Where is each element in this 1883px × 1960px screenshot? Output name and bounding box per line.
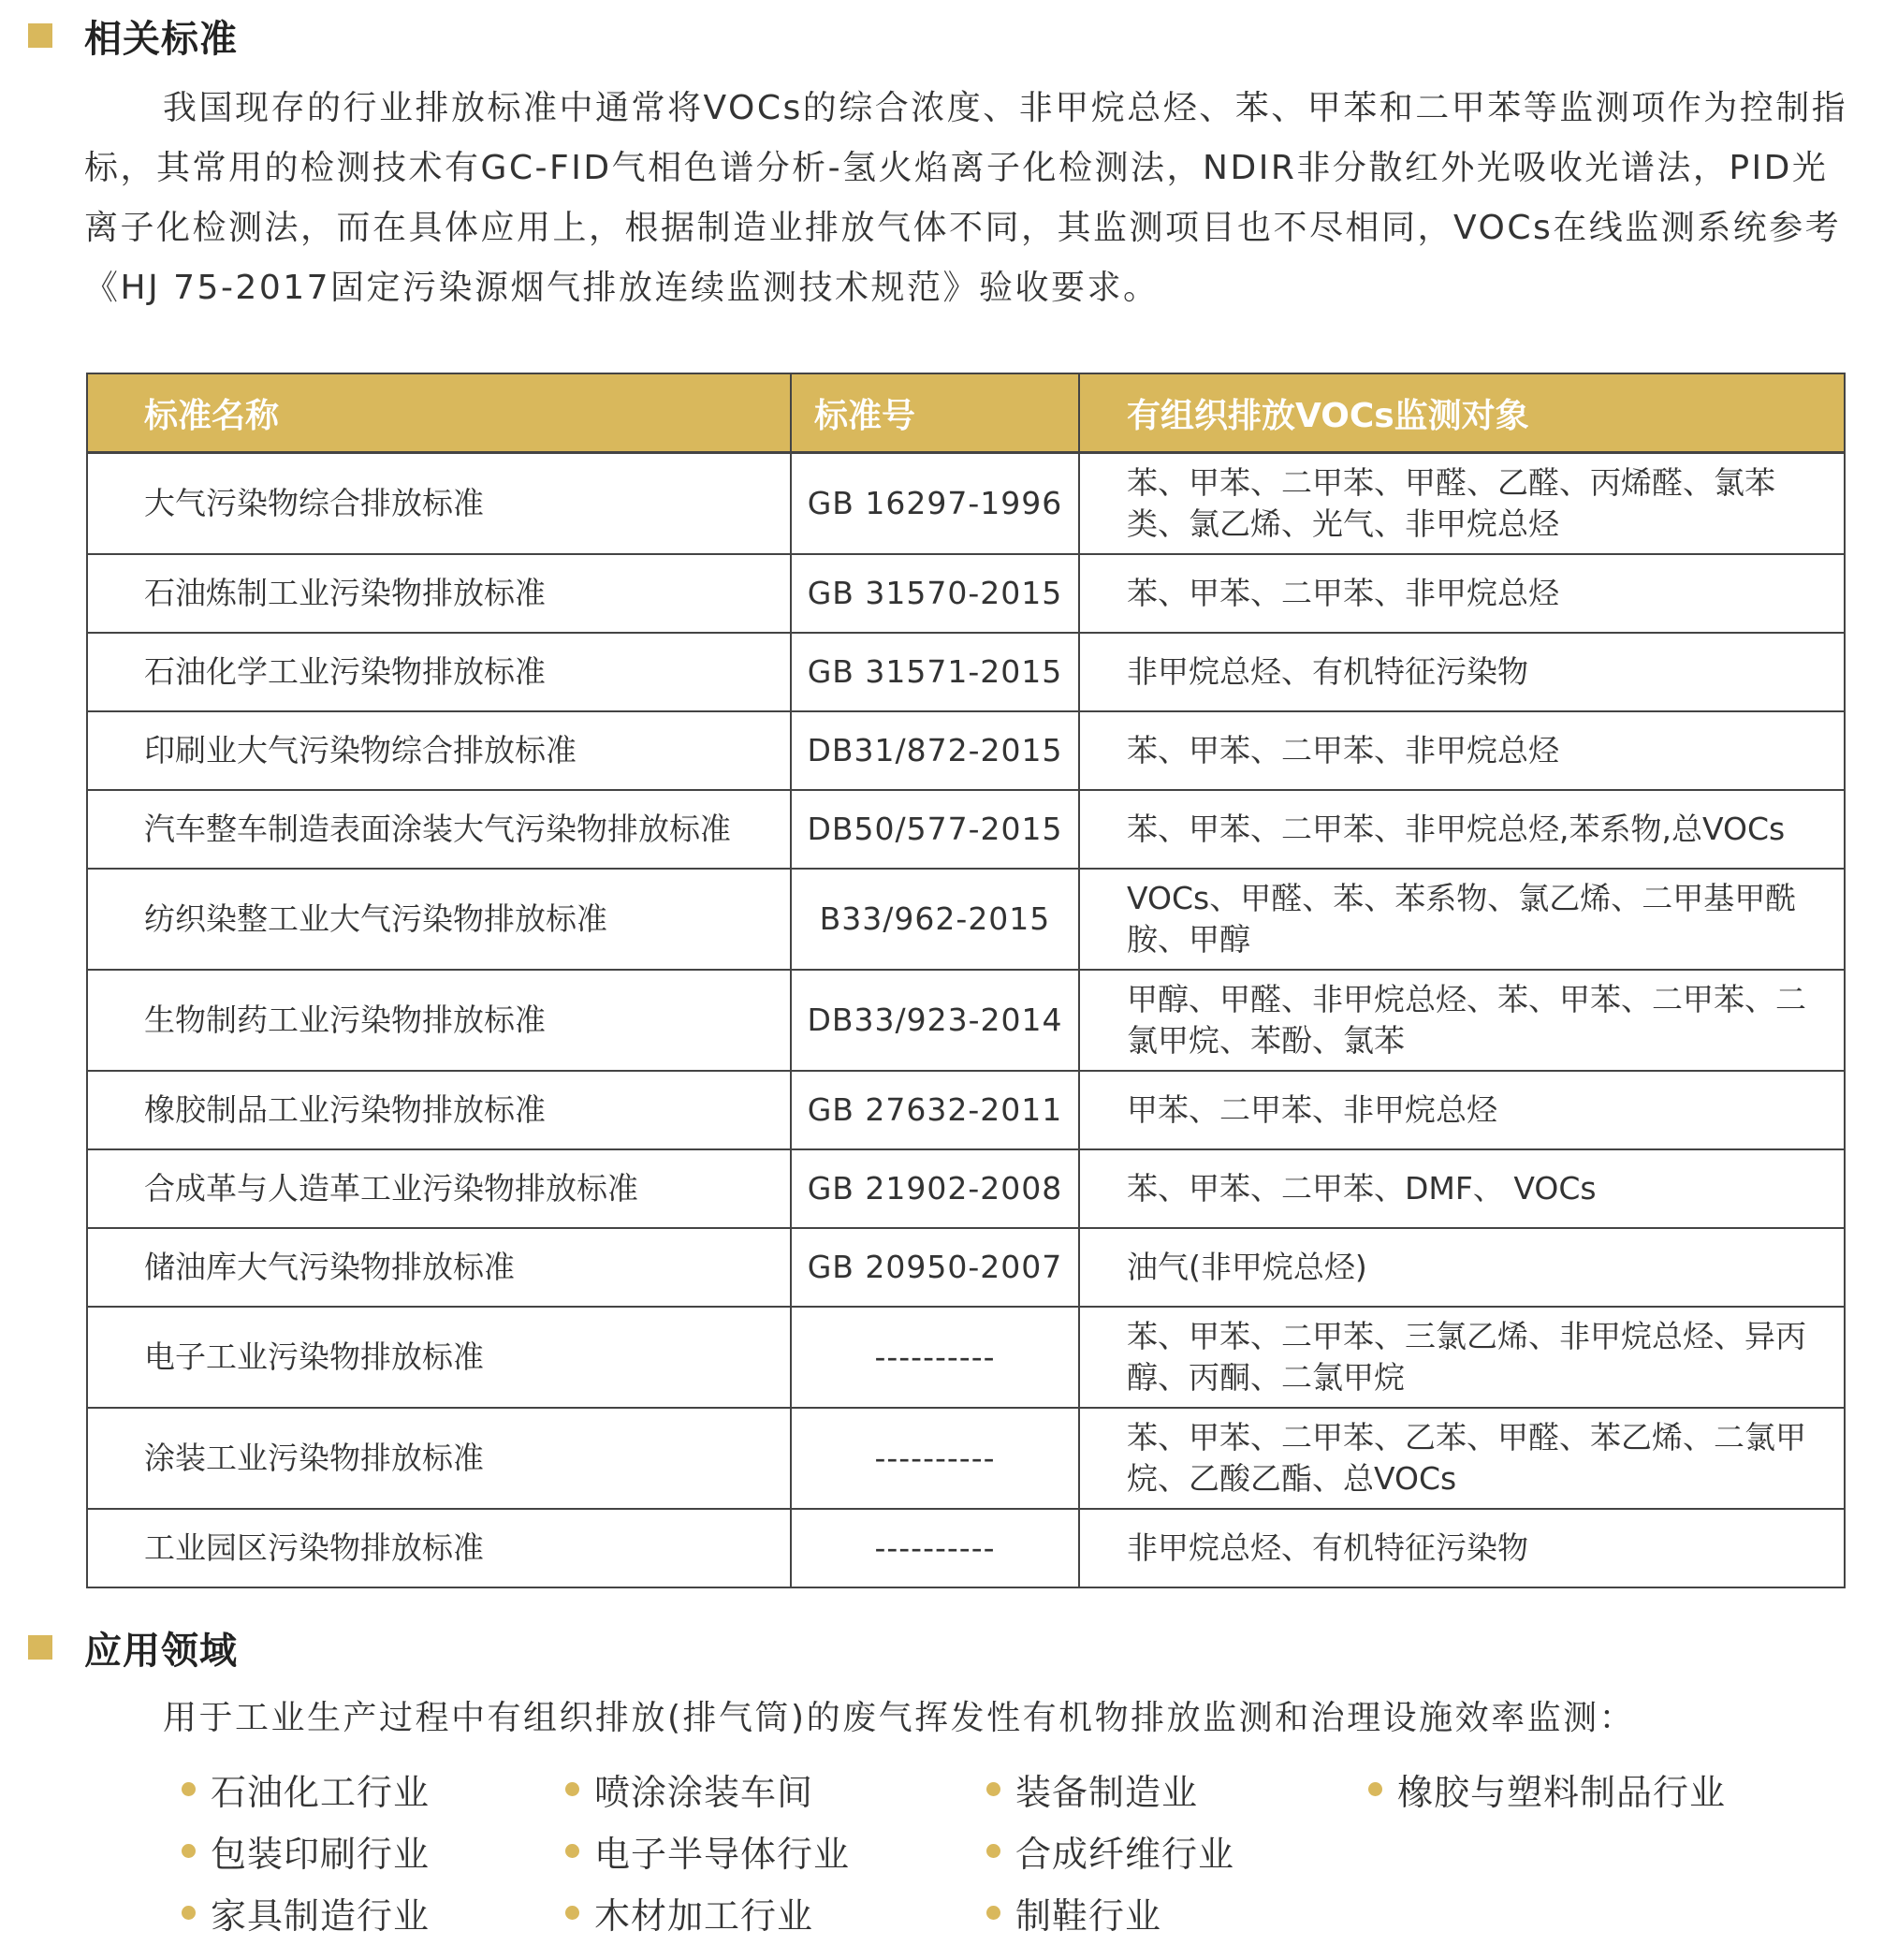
cell-standard-name: 大气污染物综合排放标准 [87,453,791,555]
table-row [87,970,1845,1071]
cell-standard-number: GB 20950-2007 [791,1228,1079,1307]
cell-standard-number: GB 21902-2008 [791,1149,1079,1228]
standards-table [86,373,1846,1588]
bullet-dot-icon [986,1844,1000,1858]
heading-square-icon [28,23,52,48]
cell-monitoring-targets: 非甲烷总烃、有机特征污染物 [1079,633,1845,711]
table-row [87,1228,1845,1307]
cell-monitoring-targets: 苯、甲苯、二甲苯、甲醛、乙醛、丙烯醛、氯苯类、氯乙烯、光气、非甲烷总烃 [1079,453,1845,555]
industry-label: 合成纤维行业 [1015,1833,1235,1875]
list-item [182,1889,430,1936]
list-item [565,1889,813,1936]
cell-standard-name: 印刷业大气污染物综合排放标准 [87,711,791,790]
cell-standard-number: GB 16297-1996 [791,453,1079,555]
table-row [87,869,1845,970]
list-item [986,1889,1161,1936]
list-item [986,1827,1234,1874]
table-header-row [87,373,1845,453]
list-item [182,1827,430,1874]
cell-monitoring-targets: VOCs、甲醛、苯、苯系物、氯乙烯、二甲基甲酰胺、甲醇 [1079,869,1845,970]
bullet-dot-icon [1368,1782,1382,1796]
bullet-dot-icon [565,1782,579,1796]
table-row [87,1307,1845,1408]
cell-standard-number: ---------- [791,1307,1079,1408]
heading-square-icon [28,1635,52,1660]
industry-label: 家具制造行业 [211,1894,431,1937]
table-row [87,1149,1845,1228]
cell-standard-name: 橡胶制品工业污染物排放标准 [87,1071,791,1149]
cell-monitoring-targets: 油气(非甲烷总烃) [1079,1228,1845,1307]
cell-standard-name: 汽车整车制造表面涂装大气污染物排放标准 [87,790,791,869]
cell-standard-name: 合成革与人造革工业污染物排放标准 [87,1149,791,1228]
cell-standard-number: ---------- [791,1509,1079,1587]
bullet-dot-icon [986,1782,1000,1796]
industry-label: 喷涂涂装车间 [594,1771,814,1813]
cell-monitoring-targets: 苯、甲苯、二甲苯、非甲烷总烃 [1079,554,1845,633]
cell-monitoring-targets: 甲苯、二甲苯、非甲烷总烃 [1079,1071,1845,1149]
section-heading-standards [28,7,238,64]
table-row [87,1071,1845,1149]
cell-standard-name: 石油炼制工业污染物排放标准 [87,554,791,633]
cell-standard-name: 纺织染整工业大气污染物排放标准 [87,869,791,970]
cell-standard-name: 生物制药工业污染物排放标准 [87,970,791,1071]
applications-intro: 用于工业生产过程中有组织排放(排气筒)的废气挥发性有机物排放监测和治理设施效率监测： [163,1699,1636,1737]
header-standard-name: 标准名称 [87,373,791,453]
section-title: 相关标准 [84,17,238,61]
standards-paragraph: 我国现存的行业排放标准中通常将VOCs的综合浓度、非甲烷总烃、苯、甲苯和二甲苯等监测项作为控制指标，其常用的检测技术有GC-FID气相色谱分析-氢火焰离子化检测法，NDIR非分散红外光吸收光谱法，PID光离子化检测法，而在具体应用上，根据制造业排放气体不同，其监测项目也不尽相同，VOCs在线监测系统参考《HJ 75-2017固定污染源烟气排放连续监测技术规范》验收要求。 [84,89,1848,307]
bullet-dot-icon [182,1844,196,1858]
cell-standard-name: 储油库大气污染物排放标准 [87,1228,791,1307]
bullet-dot-icon [182,1782,196,1796]
table-row [87,711,1845,790]
cell-monitoring-targets: 苯、甲苯、二甲苯、非甲烷总烃 [1079,711,1845,790]
table-row [87,1408,1845,1509]
cell-standard-number: GB 31570-2015 [791,554,1079,633]
section-title: 应用领域 [84,1629,238,1673]
section-heading-applications [28,1619,238,1675]
cell-standard-number: GB 31571-2015 [791,633,1079,711]
table-row [87,453,1845,555]
industry-label: 电子半导体行业 [594,1833,851,1875]
list-item [986,1765,1198,1812]
header-standard-number: 标准号 [791,373,1079,453]
industry-label: 包装印刷行业 [211,1833,431,1875]
table-row [87,633,1845,711]
bullet-dot-icon [565,1906,579,1920]
cell-monitoring-targets: 非甲烷总烃、有机特征污染物 [1079,1509,1845,1587]
cell-monitoring-targets: 苯、甲苯、二甲苯、三氯乙烯、非甲烷总烃、异丙醇、丙酮、二氯甲烷 [1079,1307,1845,1408]
bullet-dot-icon [986,1906,1000,1920]
industry-label: 装备制造业 [1015,1771,1199,1813]
list-item [182,1765,430,1812]
industry-label: 木材加工行业 [594,1894,814,1937]
cell-standard-number: DB50/577-2015 [791,790,1079,869]
table-row [87,790,1845,869]
header-monitoring-targets: 有组织排放VOCs监测对象 [1079,373,1845,453]
bullet-dot-icon [565,1844,579,1858]
cell-standard-number: B33/962-2015 [791,869,1079,970]
cell-standard-number: GB 27632-2011 [791,1071,1079,1149]
list-item [1368,1765,1726,1812]
cell-monitoring-targets: 苯、甲苯、二甲苯、乙苯、甲醛、苯乙烯、二氯甲烷、乙酸乙酯、总VOCs [1079,1408,1845,1509]
industry-label: 石油化工行业 [211,1771,431,1813]
industry-label: 制鞋行业 [1015,1894,1162,1937]
cell-standard-name: 涂装工业污染物排放标准 [87,1408,791,1509]
cell-monitoring-targets: 苯、甲苯、二甲苯、DMF、 VOCs [1079,1149,1845,1228]
cell-standard-number: DB33/923-2014 [791,970,1079,1071]
cell-standard-name: 电子工业污染物排放标准 [87,1307,791,1408]
cell-monitoring-targets: 苯、甲苯、二甲苯、非甲烷总烃,苯系物,总VOCs [1079,790,1845,869]
list-item [565,1765,813,1812]
table-row [87,1509,1845,1587]
table-row [87,554,1845,633]
cell-standard-number: ---------- [791,1408,1079,1509]
cell-monitoring-targets: 甲醇、甲醛、非甲烷总烃、苯、甲苯、二甲苯、二氯甲烷、苯酚、氯苯 [1079,970,1845,1071]
cell-standard-name: 工业园区污染物排放标准 [87,1509,791,1587]
cell-standard-name: 石油化学工业污染物排放标准 [87,633,791,711]
list-item [565,1827,850,1874]
cell-standard-number: DB31/872-2015 [791,711,1079,790]
bullet-dot-icon [182,1906,196,1920]
industry-label: 橡胶与塑料制品行业 [1397,1771,1727,1813]
